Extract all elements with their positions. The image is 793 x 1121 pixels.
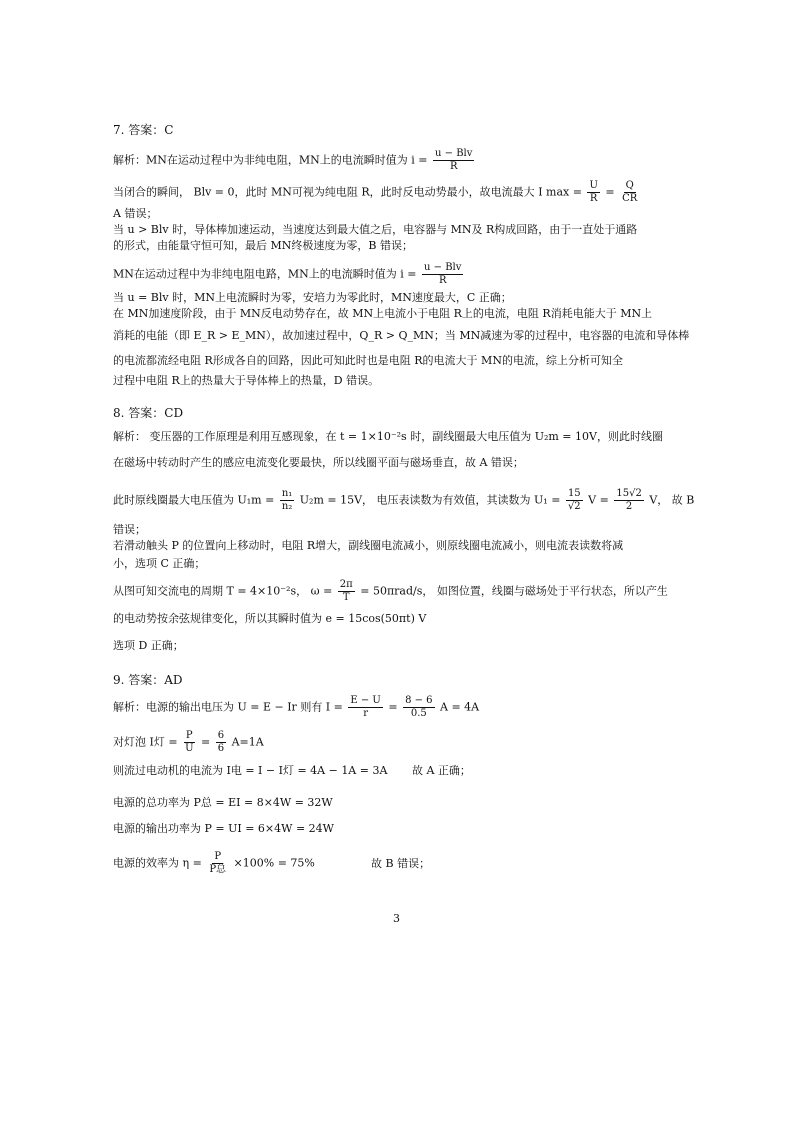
page-number: 3: [393, 912, 400, 925]
q7-l6-text: MN在运动过程中为非纯电阻电路，MN上的电流瞬时值为: [113, 267, 397, 281]
q7-line-5: 的形式，由能量守恒可知，最后 MN终极速度为零，B 错误；: [113, 239, 413, 252]
q7-l6-eq-lhs: i =: [400, 267, 417, 281]
q9-l6-b: ×100% = 75%: [233, 856, 315, 870]
q7-line-3: A 错误；: [113, 207, 158, 220]
q7-line-6: [113, 262, 465, 287]
q7-line-7: 当 u = Blv 时，MN上电流瞬时为零，安培力为零此时，MN速度最大，C 正确；: [113, 291, 512, 304]
q9-l2-a: 对灯泡 I灯 =: [113, 735, 178, 749]
q8-line-6: 小，选项 C 正确；: [113, 557, 206, 570]
q7-l2-den-1: R: [589, 193, 598, 204]
q8-l3-den-2: √2: [567, 501, 581, 512]
q9-line-6: [113, 851, 315, 876]
q9-l2-num-1: P: [185, 730, 193, 741]
q7-l1-fraction: [433, 148, 474, 173]
q8-l3-fraction-2: [566, 488, 583, 513]
q9-line-2: [113, 730, 264, 755]
q7-l2-text: 当闭合的瞬间， Blv = 0，此时 MN可视为纯电阻 R，此时反电动势最小，故电流最大: [113, 185, 535, 199]
q7-l2-fraction-2: [620, 180, 639, 205]
q8-l7-fraction: [338, 579, 355, 604]
q8-l3-den-1: n₂: [281, 501, 293, 512]
q9-l2-num-2: 6: [217, 730, 225, 741]
q8-l3-fraction-3: [614, 488, 643, 513]
q8-l3-num-3: 15√2: [616, 488, 642, 499]
q7-l2-den-2: CR: [622, 193, 638, 204]
q9-l6-fraction: [207, 851, 228, 876]
q8-line-9: 选项 D 正确；: [113, 639, 184, 652]
q9-l2-den-1: U: [185, 743, 194, 754]
q7-l2-eq-lhs: I max =: [538, 185, 582, 199]
q7-line-10: 的电流都流经电阻 R形成各自的回路，因此可知此时也是电阻 R的电流大于 MN的电流，综上分析可知全: [113, 354, 623, 367]
q7-line-4: 当 u > Blv 时，导体棒加速运动，当速度达到最大值之后，电容器与 MN及 R构成回路，由于一直处于通路: [113, 223, 638, 236]
q7-l6-fraction: [422, 262, 463, 287]
q9-line-3: 则流过电动机的电流为 I电 = I − I灯 = 4A − 1A = 3A: [113, 764, 388, 777]
q8-line-4: 错误；: [113, 523, 146, 536]
q7-l1-eq-lhs: i =: [411, 153, 428, 167]
q8-line-5: 若滑动触头 P 的位置向上移动时，电阻 R增大，副线圈电流减小，则原线圈电流减小，则电流表读数将减: [113, 539, 624, 552]
q7-l2-num-2: Q: [625, 180, 634, 191]
q9-l2-fraction-2: [216, 730, 226, 755]
q9-line-1: [113, 695, 479, 720]
q7-l1-den: R: [449, 161, 458, 172]
q7-l1-num: u − Blv: [435, 148, 473, 159]
q9-line-3-tail: 故 A 正确；: [412, 764, 471, 777]
q9-l2-b: =: [201, 735, 211, 749]
q9-l1-den-2: 0.5: [410, 708, 427, 719]
q9-l6-den: P总: [209, 864, 227, 875]
q8-heading: 8. 答案：CD: [113, 406, 184, 420]
q9-heading: 9. 答案：AD: [113, 673, 183, 687]
q7-heading: 7. 答案：C: [113, 123, 174, 137]
q8-line-2: 在磁场中转动时产生的感应电流变化要最快，所以线圈平面与磁场垂直，故 A 错误；: [113, 456, 524, 469]
q8-l3-num-1: n₁: [281, 488, 293, 499]
q9-line-4: 电源的总功率为 P总 = EI = 8×4W = 32W: [113, 796, 333, 809]
q7-line-2: [113, 180, 641, 205]
q7-l6-den: R: [438, 275, 447, 286]
q9-l1-fraction-1: [348, 695, 382, 720]
q9-l1-c: A = 4A: [440, 700, 480, 714]
q7-line-1: [113, 148, 476, 173]
q9-l1-a: 解析：电源的输出电压为 U = E − Ir 则有 I =: [113, 700, 343, 714]
q7-l2-eq: =: [605, 185, 615, 199]
q8-line-8: 的电动势按余弦规律变化，所以其瞬时值为 e = 15cos(50πt) V: [113, 612, 427, 625]
q9-line-6-tail: 故 B 错误；: [371, 857, 431, 870]
q7-l6-num: u − Blv: [424, 262, 462, 273]
q8-l7-a: 从图可知交流电的周期 T = 4×10⁻²s， ω =: [113, 584, 333, 598]
q8-l7-num: 2π: [339, 579, 353, 590]
q7-line-9: 消耗的电能（即 E_R > E_MN），故加速过程中，Q_R > Q_MN；当 MN减速为零的过程中，电容器的电流和导体棒: [113, 329, 690, 342]
q8-l7-b: = 50πrad/s， 如图位置，线圈与磁场处于平行状态，所以产生: [360, 584, 668, 598]
q9-l2-fraction-1: [183, 730, 195, 755]
q9-l1-num-1: E − U: [350, 695, 381, 706]
q8-l3-b: U₂m = 15V， 电压表读数为有效值，其读数为 U₁ =: [299, 493, 561, 507]
q9-l2-c: A=1A: [231, 735, 264, 749]
q9-line-5: 电源的输出功率为 P = UI = 6×4W = 24W: [113, 822, 334, 835]
q8-l3-num-2: 15: [567, 488, 581, 499]
q8-line-3: [113, 488, 694, 513]
q8-l3-fraction-1: [280, 488, 294, 513]
q8-l3-a: 此时原线圈最大电压值为 U₁m =: [113, 493, 275, 507]
q9-l1-b: =: [388, 700, 398, 714]
q7-line-11: 过程中电阻 R上的热量大于导体棒上的热量，D 错误。: [113, 374, 380, 387]
q8-l3-d: V， 故 B: [649, 493, 695, 507]
q9-l1-num-2: 8 − 6: [405, 695, 433, 706]
q9-l6-num: P: [214, 851, 222, 862]
q8-l3-c: V =: [588, 493, 609, 507]
q8-l3-den-3: 2: [625, 501, 633, 512]
q9-l6-a: 电源的效率为 η =: [113, 856, 202, 870]
q7-l1-text: 解析：MN在运动过程中为非纯电阻，MN上的电流瞬时值为: [113, 153, 408, 167]
q7-line-8: 在 MN加速度阶段，由于 MN反电动势存在，故 MN上电流小于电阻 R上的电流，电阻 R消耗电能大于 MN上: [113, 307, 653, 320]
q7-l2-fraction-1: [587, 180, 599, 205]
q7-l2-num-1: U: [589, 180, 598, 191]
q8-line-7: [113, 579, 668, 604]
q9-l2-den-2: 6: [217, 743, 225, 754]
q9-l1-den-1: r: [363, 708, 368, 719]
q9-l1-fraction-2: [403, 695, 434, 720]
q8-line-1: 解析： 变压器的工作原理是利用互感现象，在 t = 1×10⁻²s 时，副线圈最大电压值为 U₂m = 10V，则此时线圈: [113, 430, 663, 443]
q8-l7-den: T: [342, 592, 350, 603]
